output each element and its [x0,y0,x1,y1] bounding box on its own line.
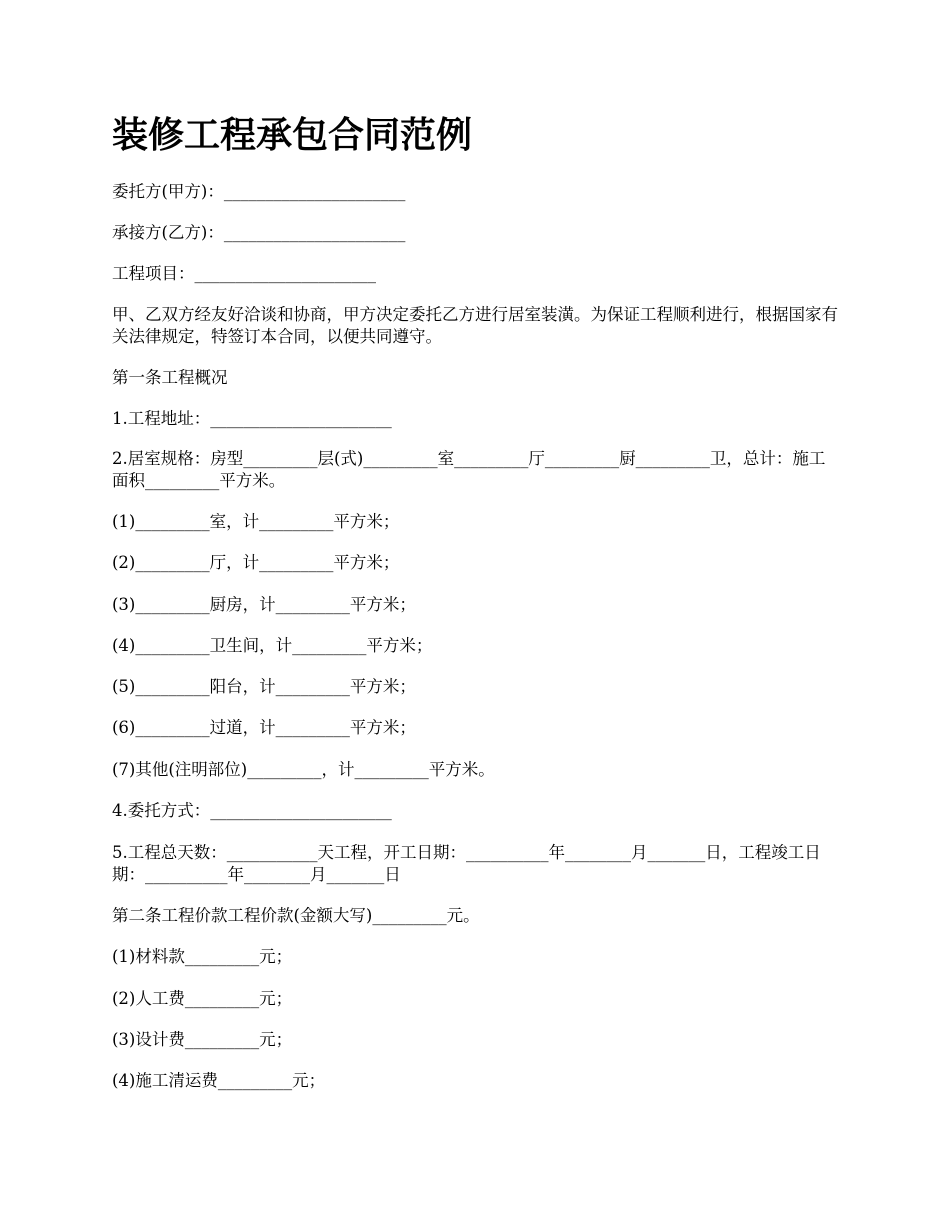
project-field: 工程项目：______________________ [112,264,376,283]
article-2-heading: 第二条工程价款工程价款(金额大写)_________元。 [112,906,480,925]
article-1-heading: 第一条工程概况 [112,368,228,387]
price-item-2: (2)人工费_________元； [112,989,293,1008]
room-item-2: (2)_________厅，计_________平方米； [112,553,400,572]
commission-method-field: 4.委托方式：______________________ [112,801,392,820]
room-spec-paragraph: 2.居室规格：房型_________层(式)_________室_________厅_________厨_________卫，总计：施工面积_________平方米。 [112,449,826,490]
schedule-paragraph: 5.工程总天数：___________天工程，开工日期：__________年________月_______日，工程竣工日期：__________年________月_______日 [112,843,821,884]
room-item-5: (5)_________阳台，计_________平方米； [112,677,416,696]
room-item-7: (7)其他(注明部位)_________，计_________平方米。 [112,760,495,779]
room-item-1: (1)_________室，计_________平方米； [112,512,400,531]
price-item-1: (1)材料款_________元； [112,947,293,966]
room-item-6: (6)_________过道，计_________平方米； [112,718,416,737]
party-b-field: 承接方(乙方)：______________________ [112,223,406,242]
room-item-3: (3)_________厨房，计_________平方米； [112,595,416,614]
address-field: 1.工程地址：______________________ [112,409,392,428]
document-title: 装修工程承包合同范例 [112,115,473,156]
intro-paragraph: 甲、乙双方经友好洽谈和协商，甲方决定委托乙方进行居室装潢。为保证工程顺利进行，根据国家有关法律规定，特签订本合同，以便共同遵守。 [112,305,838,346]
room-item-4: (4)_________卫生间，计_________平方米； [112,636,433,655]
price-item-3: (3)设计费_________元； [112,1030,293,1049]
price-item-4: (4)施工清运费_________元； [112,1071,326,1090]
party-a-field: 委托方(甲方)：______________________ [112,182,406,201]
